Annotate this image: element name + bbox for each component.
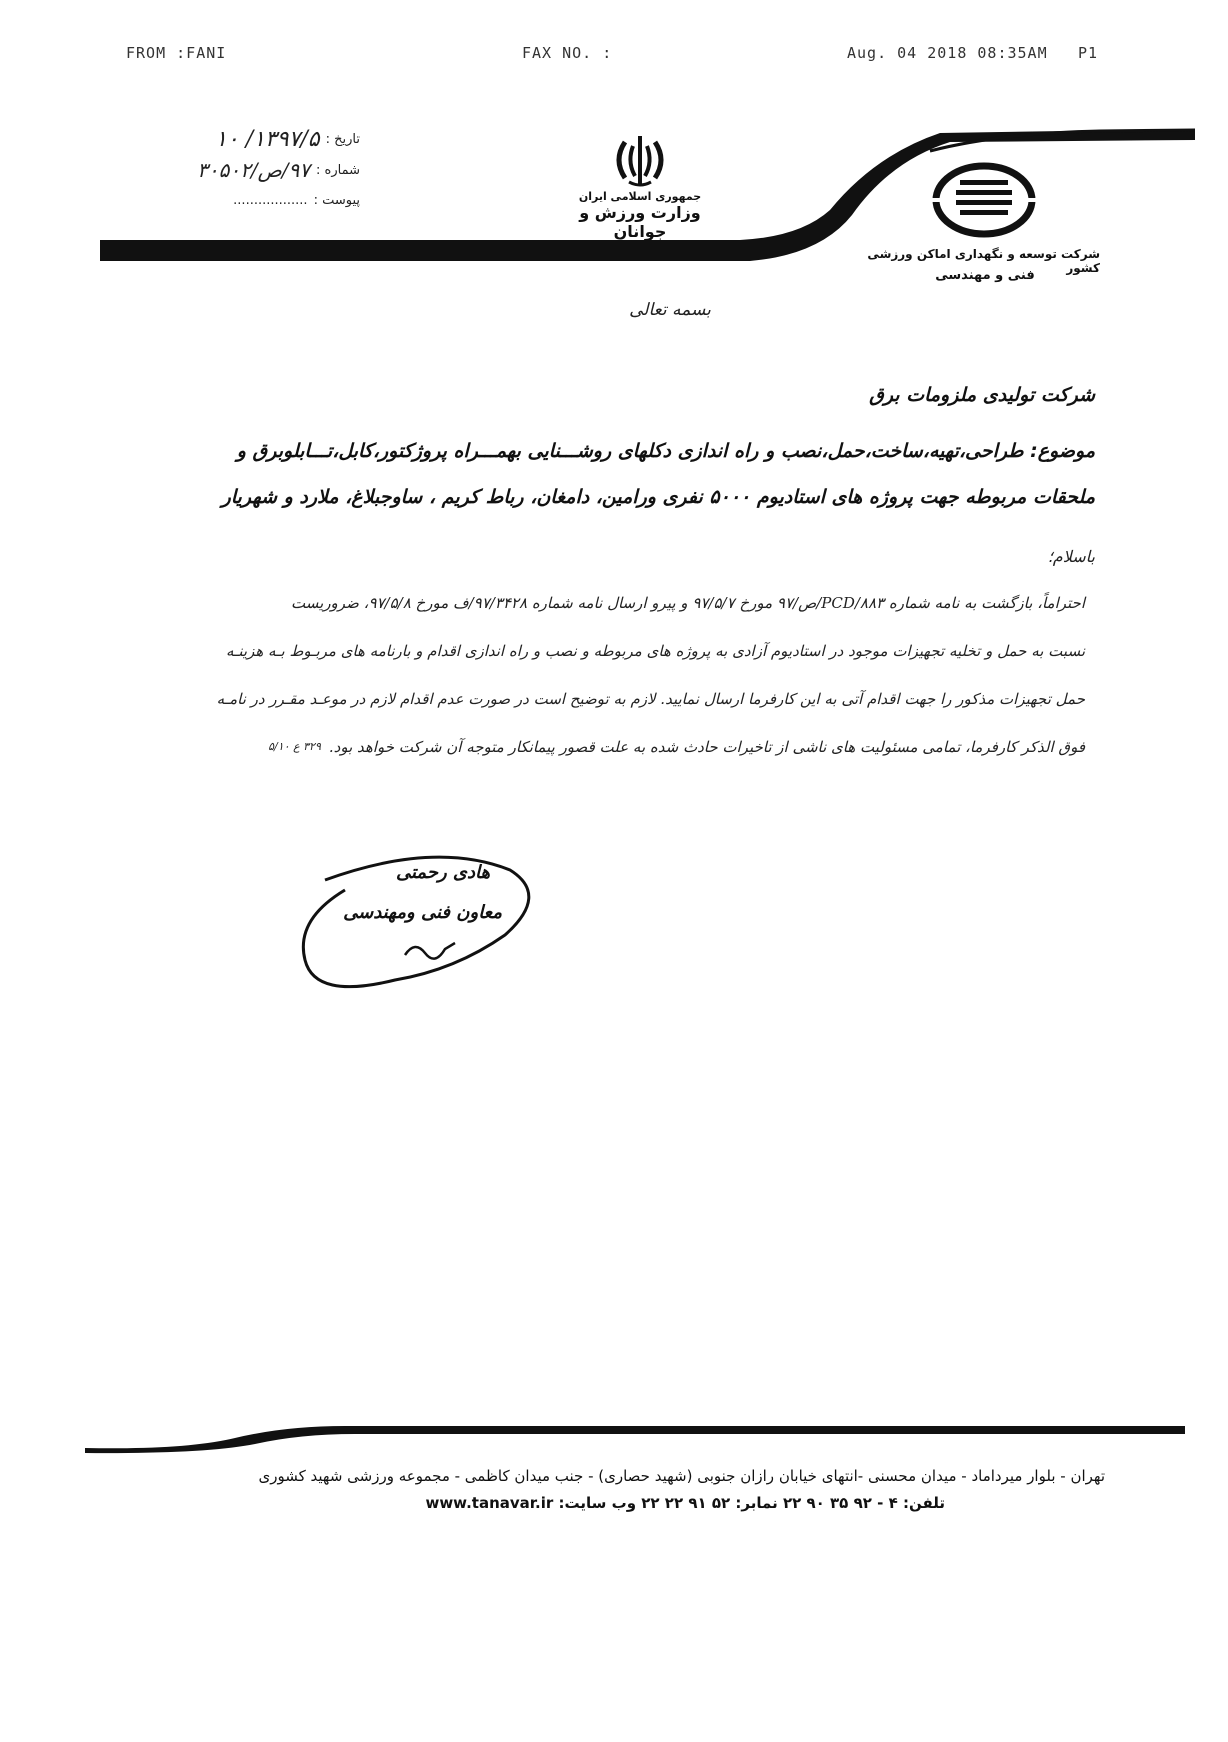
fax-number: FAX NO. :	[522, 44, 613, 62]
date-label: تاریخ :	[325, 131, 360, 147]
fax-datetime: Aug. 04 2018 08:35AM	[847, 44, 1048, 62]
body-line: احتراماً، بازگشت به نامه شماره PCD/۸۸۳/ص/۹۷ مورخ ۹۷/۵/۷ و پیرو ارسال نامه شماره ۹۷/۳۴۲۸/ف مورخ ۹۷/۵/۸، ضروریست	[291, 594, 1085, 612]
signatory-name: هادی رحمتی	[395, 862, 490, 883]
footer-address: تهران - بلوار میرداماد - میدان محسنی -انتهای خیابان رازان جنوبی (شهید حصاری) - جنب میدان کاظمی - مجموعه ورزشی شهید کشوری	[258, 1467, 1105, 1485]
footer-contact: تلفن: ۴ - ۹۲ ۳۵ ۹۰ ۲۲ نمابر: ۵۲ ۹۱ ۲۲ ۲۲ وب سایت: www.tanavar.ir	[425, 1494, 945, 1512]
greeting: باسلام؛	[1047, 547, 1095, 566]
company-name: شرکت توسعه و نگهداری اماکن ورزشی کشور	[867, 247, 1100, 275]
number-value: ۹۷/ص/۳۰۵۰۲	[197, 158, 311, 182]
subject-line: موضوع: طراحی،تهیه،ساخت،حمل،نصب و راه اندازی دکلهای روشـــنایی بهمـــراه پروژکتور،کابل،تـــابلوبرق و	[236, 440, 1095, 462]
signatory-title: معاون فنی ومهندسی	[343, 902, 502, 923]
number-label: شماره :	[316, 162, 360, 178]
ministry-name: وزارت ورزش و جوانان	[579, 203, 701, 241]
invocation: بسمه تعالی	[629, 300, 711, 320]
company-logo-icon	[930, 160, 1038, 240]
fax-page: P1	[1078, 44, 1099, 62]
letter-body	[200, 585, 1085, 777]
body-line: حمل تجهیزات مذکور را جهت اقدام آتی به این کارفرما ارسال نمایید. لازم به توضیح است در صورت عدم اقدام لازم در موعـد مقـرر در نامـه	[216, 690, 1085, 708]
recipient: شرکت تولیدی ملزومات برق	[869, 384, 1095, 406]
fax-from: FROM :FANI	[126, 44, 227, 62]
body-line: نسبت به حمل و تخلیه تجهیزات موجود در استادیوم آزادی به پروژه های مربوطه و نصب و راه اندازی اقدام و بارنامه های مربـوط بـه هزینـه	[225, 642, 1085, 660]
attachment-value: ..................	[233, 192, 308, 208]
ministry-country: جمهوری اسلامی ایران	[578, 190, 702, 203]
company-dept: فنی و مهندسی	[935, 268, 1035, 283]
body-line: فوق الذکر کارفرما، تمامی مسئولیت های ناشی از تاخیرات حادث شده به علت قصور پیمانکار متوجه آن شرکت خواهد بود.	[328, 738, 1085, 756]
subject-block	[180, 428, 1095, 520]
signature-scribble	[400, 935, 460, 965]
attachment-label: پیوست :	[313, 192, 360, 208]
footer-band	[85, 1420, 1185, 1454]
subject-line: ملحقات مربوطه جهت پروژه های استادیوم ۵۰۰۰ نفری ورامین، دامغان، رباط کریم ، ساوجبلاغ، ملارد و شهریار	[221, 486, 1095, 508]
date-value: ۱۳۹۷/۵/ ۱۰	[215, 126, 320, 152]
body-annotation: ۳۲۹ ع ۵/۱۰	[268, 740, 321, 753]
